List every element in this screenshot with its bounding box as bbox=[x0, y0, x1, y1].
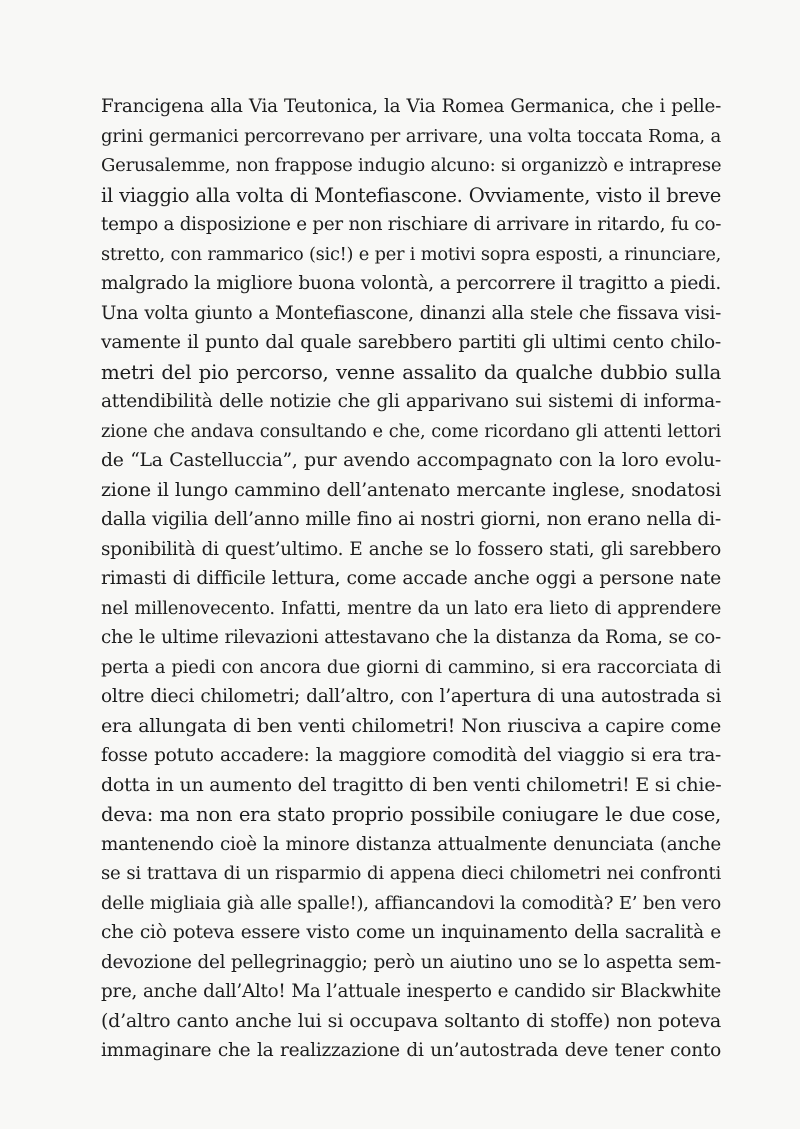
text-line: pre, anche dall’Alto! Ma l’attuale inesperto e candido sir Blackwhite bbox=[101, 981, 721, 1002]
text-line: vamente il punto dal quale sarebbero partiti gli ultimi cento chilo- bbox=[101, 332, 721, 353]
text-line: perta a piedi con ancora due giorni di cammino, si era raccorciata di bbox=[101, 656, 721, 678]
body-text bbox=[101, 92, 721, 1066]
text-line: fosse potuto accadere: la maggiore comodità del viaggio si era tra- bbox=[101, 745, 721, 766]
text-line: immaginare che la realizzazione di un’autostrada deve tener conto bbox=[101, 1040, 721, 1061]
text-line: oltre dieci chilometri; dall’altro, con l’apertura di una autostrada si bbox=[101, 686, 721, 707]
text-line: zione che andava consultando e che, come ricordano gli attenti lettori bbox=[101, 420, 721, 442]
text-line: che ciò poteva essere visto come un inquinamento della sacralità e bbox=[101, 922, 721, 943]
text-line: tempo a disposizione e per non rischiare di arrivare in ritardo, fu co- bbox=[101, 214, 722, 235]
text-line: mantenendo cioè la minore distanza attualmente denunciata (anche bbox=[101, 833, 721, 855]
text-line: Gerusalemme, non frappose indugio alcuno: si organizzò e intraprese bbox=[101, 155, 722, 176]
text-line: grini germanici percorrevano per arrivare, una volta toccata Roma, a bbox=[101, 125, 721, 147]
text-line: dotta in un aumento del tragitto di ben venti chilometri! E si chie- bbox=[101, 773, 722, 796]
text-line: se si trattava di un risparmio di appena dieci chilometri nei confronti bbox=[101, 863, 721, 884]
text-line: rimasti di difficile lettura, come accade anche oggi a persone nate bbox=[101, 568, 721, 589]
text-line: sponibilità di quest’ultimo. E anche se lo fossero stati, gli sarebbero bbox=[101, 538, 721, 560]
text-line: zione il lungo cammino dell’antenato mercante inglese, snodatosi bbox=[101, 478, 721, 501]
text-line: stretto, con rammarico (sic!) e per i motivi sopra esposti, a rinunciare, bbox=[101, 243, 721, 265]
text-line: delle migliaia già alle spalle!), affiancandovi la comodità? E’ ben vero bbox=[101, 892, 721, 914]
text-line: nel millenovecento. Infatti, mentre da un lato era lieto di apprendere bbox=[101, 597, 721, 619]
text-line: attendibilità delle notizie che gli apparivano sui sistemi di informa- bbox=[101, 391, 721, 412]
text-line: era allungata di ben venti chilometri! Non riusciva a capire come bbox=[101, 714, 721, 737]
text-line: de “La Castelluccia”, pur avendo accompagnato con la loro evolu- bbox=[101, 450, 721, 471]
text-line: Francigena alla Via Teutonica, la Via Romea Germanica, che i pelle- bbox=[101, 96, 721, 117]
text-line: dalla vigilia dell’anno mille fino ai nostri giorni, non erano nella di- bbox=[101, 509, 721, 530]
text-line: Una volta giunto a Montefiascone, dinanzi alla stele che fissava visi- bbox=[101, 302, 721, 324]
text-line: che le ultime rilevazioni attestavano che la distanza da Roma, se co- bbox=[101, 627, 721, 648]
text-line: metri del pio percorso, venne assalito da qualche dubbio sulla bbox=[101, 360, 721, 384]
text-line: il viaggio alla volta di Montefiascone. Ovviamente, visto il breve bbox=[101, 183, 721, 207]
text-line: devozione del pellegrinaggio; però un aiutino uno se lo aspetta sem- bbox=[101, 951, 721, 973]
text-line: malgrado la migliore buona volontà, a percorrere il tragitto a piedi. bbox=[101, 273, 721, 294]
text-line: (d’altro canto anche lui si occupava soltanto di stoffe) non poteva bbox=[101, 1009, 721, 1032]
text-line: deva: ma non era stato proprio possibile coniugare le due cose, bbox=[101, 803, 721, 826]
